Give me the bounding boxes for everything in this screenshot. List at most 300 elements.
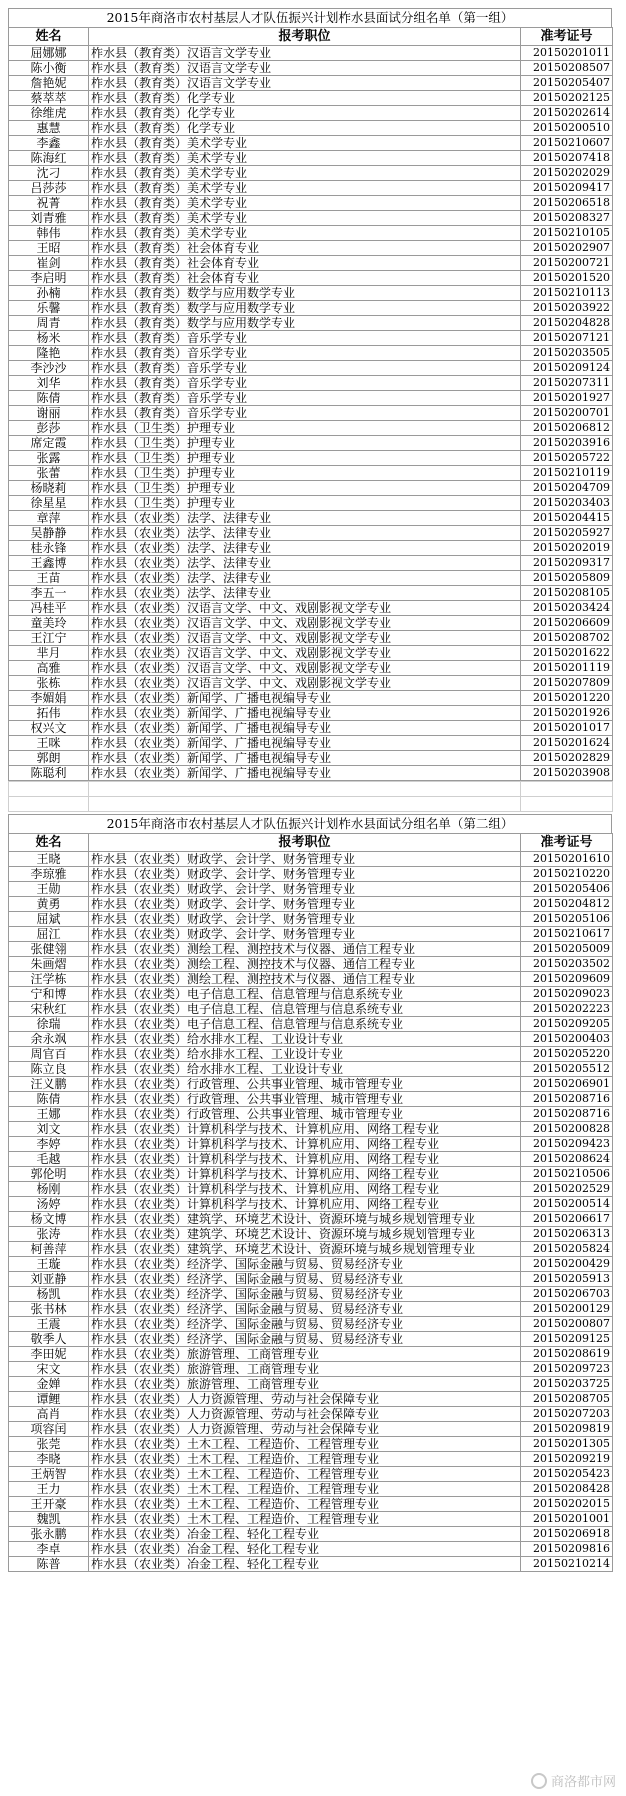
candidate-name: 徐瑞	[9, 1017, 89, 1032]
group2-rows	[9, 852, 613, 1572]
exam-number: 20150208428	[521, 1482, 613, 1497]
exam-number: 20150209723	[521, 1362, 613, 1377]
candidate-position: 柞水县（农业类）经济学、国际金融与贸易、贸易经济专业	[89, 1317, 521, 1332]
exam-number: 20150200807	[521, 1317, 613, 1332]
table-row	[9, 571, 613, 586]
exam-number: 20150200129	[521, 1302, 613, 1317]
candidate-position: 柞水县（农业类）汉语言文学、中文、戏剧影视文学专业	[89, 631, 521, 646]
exam-number: 20150209125	[521, 1332, 613, 1347]
exam-number: 20150207418	[521, 151, 613, 166]
group2-header-row	[9, 834, 613, 852]
candidate-name: 张永鹏	[9, 1527, 89, 1542]
name-header: 姓名	[9, 28, 89, 46]
table-row	[9, 1002, 613, 1017]
table-row	[9, 541, 613, 556]
candidate-position: 柞水县（教育类）数学与应用数学专业	[89, 316, 521, 331]
exam-number: 20150204709	[521, 481, 613, 496]
candidate-position: 柞水县（教育类）化学专业	[89, 91, 521, 106]
table-row	[9, 136, 613, 151]
candidate-position: 柞水县（农业类）计算机科学与技术、计算机应用、网络工程专业	[89, 1167, 521, 1182]
blank-row	[9, 782, 613, 797]
candidate-position: 柞水县（卫生类）护理专业	[89, 466, 521, 481]
exam-number: 20150202029	[521, 166, 613, 181]
table-row	[9, 1122, 613, 1137]
candidate-name: 王开豪	[9, 1497, 89, 1512]
exam-number: 20150202614	[521, 106, 613, 121]
table-row	[9, 1212, 613, 1227]
exam-number: 20150200429	[521, 1257, 613, 1272]
candidate-name: 宋秋红	[9, 1002, 89, 1017]
exam-number: 20150209816	[521, 1542, 613, 1557]
table-row	[9, 106, 613, 121]
candidate-position: 柞水县（农业类）人力资源管理、劳动与社会保障专业	[89, 1422, 521, 1437]
table-row	[9, 601, 613, 616]
exam-number: 20150202529	[521, 1182, 613, 1197]
candidate-name: 王震	[9, 1317, 89, 1332]
exam-number: 20150208619	[521, 1347, 613, 1362]
exam-number: 20150208716	[521, 1092, 613, 1107]
wechat-icon	[531, 1773, 547, 1789]
candidate-position: 柞水县（农业类）汉语言文学、中文、戏剧影视文学专业	[89, 601, 521, 616]
candidate-name: 陈立良	[9, 1062, 89, 1077]
table-row	[9, 897, 613, 912]
table-row	[9, 1452, 613, 1467]
position-header: 报考职位	[89, 834, 521, 852]
candidate-name: 陈倩	[9, 1092, 89, 1107]
candidate-name: 汪义鹏	[9, 1077, 89, 1092]
candidate-name: 李卓	[9, 1542, 89, 1557]
candidate-position: 柞水县（农业类）经济学、国际金融与贸易、贸易经济专业	[89, 1302, 521, 1317]
candidate-position: 柞水县（农业类）测绘工程、测控技术与仪器、通信工程专业	[89, 957, 521, 972]
candidate-name: 张涛	[9, 1227, 89, 1242]
exam-number: 20150201610	[521, 852, 613, 867]
table-row	[9, 466, 613, 481]
table-row	[9, 766, 613, 781]
table-row	[9, 1347, 613, 1362]
candidate-position: 柞水县（农业类）土木工程、工程造价、工程管理专业	[89, 1497, 521, 1512]
group2-title: 2015年商洛市农村基层人才队伍振兴计划柞水县面试分组名单（第二组）	[8, 814, 612, 833]
candidate-position: 柞水县（农业类）冶金工程、轻化工程专业	[89, 1527, 521, 1542]
exam-number: 20150206901	[521, 1077, 613, 1092]
candidate-name: 朱画熠	[9, 957, 89, 972]
table-row	[9, 1497, 613, 1512]
candidate-name: 魏凯	[9, 1512, 89, 1527]
table-row	[9, 316, 613, 331]
candidate-name: 吴静静	[9, 526, 89, 541]
exam-number: 20150203505	[521, 346, 613, 361]
candidate-position: 柞水县（农业类）电子信息工程、信息管理与信息系统专业	[89, 987, 521, 1002]
candidate-name: 杨米	[9, 331, 89, 346]
table-row	[9, 151, 613, 166]
candidate-position: 柞水县（农业类）新闻学、广播电视编导专业	[89, 706, 521, 721]
exam-number: 20150206609	[521, 616, 613, 631]
table-row	[9, 436, 613, 451]
table-row	[9, 1182, 613, 1197]
table-row	[9, 1407, 613, 1422]
candidate-position: 柞水县（教育类）音乐学专业	[89, 331, 521, 346]
table-row	[9, 1482, 613, 1497]
candidate-name: 敬季人	[9, 1332, 89, 1347]
exam-number: 20150204812	[521, 897, 613, 912]
candidate-position: 柞水县（教育类）音乐学专业	[89, 406, 521, 421]
exam-number: 20150203725	[521, 1377, 613, 1392]
candidate-name: 陈倩	[9, 391, 89, 406]
candidate-position: 柞水县（农业类）汉语言文学、中文、戏剧影视文学专业	[89, 616, 521, 631]
candidate-name: 权兴文	[9, 721, 89, 736]
table-row	[9, 942, 613, 957]
exam-number: 20150210617	[521, 927, 613, 942]
table-row	[9, 1377, 613, 1392]
candidate-name: 刘亚静	[9, 1272, 89, 1287]
candidate-name: 张健翎	[9, 942, 89, 957]
candidate-position: 柞水县（教育类）美术学专业	[89, 226, 521, 241]
exam-number: 20150202125	[521, 91, 613, 106]
table-row	[9, 751, 613, 766]
table-row	[9, 511, 613, 526]
exam-number: 20150205220	[521, 1047, 613, 1062]
candidate-position: 柞水县（农业类）土木工程、工程造价、工程管理专业	[89, 1452, 521, 1467]
group1-header-row	[9, 28, 613, 46]
exam-number: 20150203916	[521, 436, 613, 451]
table-row	[9, 361, 613, 376]
exam-number: 20150200403	[521, 1032, 613, 1047]
watermark	[531, 1771, 616, 1790]
candidate-position: 柞水县（农业类）给水排水工程、工业设计专业	[89, 1047, 521, 1062]
candidate-position: 柞水县（农业类）计算机科学与技术、计算机应用、网络工程专业	[89, 1122, 521, 1137]
group2-table	[8, 833, 613, 1572]
table-row	[9, 706, 613, 721]
table-row	[9, 1527, 613, 1542]
table-row	[9, 1557, 613, 1572]
candidate-position: 柞水县（农业类）汉语言文学、中文、戏剧影视文学专业	[89, 646, 521, 661]
exam-number: 20150202019	[521, 541, 613, 556]
candidate-name: 李晓	[9, 1452, 89, 1467]
candidate-position: 柞水县（教育类）美术学专业	[89, 181, 521, 196]
table-row	[9, 691, 613, 706]
candidate-position: 柞水县（卫生类）护理专业	[89, 436, 521, 451]
candidate-name: 乐馨	[9, 301, 89, 316]
exam-number: 20150210105	[521, 226, 613, 241]
table-row	[9, 1137, 613, 1152]
candidate-name: 王晓	[9, 852, 89, 867]
candidate-position: 柞水县（农业类）经济学、国际金融与贸易、贸易经济专业	[89, 1332, 521, 1347]
exam-number: 20150200701	[521, 406, 613, 421]
candidate-position: 柞水县（农业类）旅游管理、工商管理专业	[89, 1347, 521, 1362]
exam-number: 20150202015	[521, 1497, 613, 1512]
candidate-position: 柞水县（农业类）法学、法律专业	[89, 541, 521, 556]
candidate-name: 杨凯	[9, 1287, 89, 1302]
candidate-name: 王勋	[9, 882, 89, 897]
table-row	[9, 1257, 613, 1272]
exam-number: 20150205423	[521, 1467, 613, 1482]
exam-number: 20150209417	[521, 181, 613, 196]
table-row	[9, 631, 613, 646]
exam-number: 20150205722	[521, 451, 613, 466]
table-row	[9, 1437, 613, 1452]
table-row	[9, 1422, 613, 1437]
table-row	[9, 196, 613, 211]
table-row	[9, 1242, 613, 1257]
table-row	[9, 736, 613, 751]
table-row	[9, 1392, 613, 1407]
exam-number: 20150209423	[521, 1137, 613, 1152]
table-row	[9, 1287, 613, 1302]
candidate-name: 蔡萃萃	[9, 91, 89, 106]
exam-number: 20150200828	[521, 1122, 613, 1137]
candidate-name: 余永飒	[9, 1032, 89, 1047]
exam-number: 20150204828	[521, 316, 613, 331]
candidate-name: 童美玲	[9, 616, 89, 631]
candidate-name: 李琼雅	[9, 867, 89, 882]
table-row	[9, 121, 613, 136]
candidate-position: 柞水县（农业类）电子信息工程、信息管理与信息系统专业	[89, 1002, 521, 1017]
exam-number: 20150206313	[521, 1227, 613, 1242]
exam-number: 20150203502	[521, 957, 613, 972]
candidate-name: 孙楠	[9, 286, 89, 301]
exam-number: 20150210113	[521, 286, 613, 301]
table-row	[9, 451, 613, 466]
exam-number: 20150201624	[521, 736, 613, 751]
table-row	[9, 882, 613, 897]
candidate-name: 李五一	[9, 586, 89, 601]
candidate-name: 王娜	[9, 1107, 89, 1122]
exam-number: 20150205406	[521, 882, 613, 897]
candidate-position: 柞水县（农业类）计算机科学与技术、计算机应用、网络工程专业	[89, 1197, 521, 1212]
table-row	[9, 661, 613, 676]
candidate-name: 李启明	[9, 271, 89, 286]
candidate-position: 柞水县（卫生类）护理专业	[89, 421, 521, 436]
candidate-position: 柞水县（农业类）旅游管理、工商管理专业	[89, 1362, 521, 1377]
exam-number: 20150207203	[521, 1407, 613, 1422]
table-row	[9, 391, 613, 406]
exam-number: 20150209219	[521, 1452, 613, 1467]
candidate-name: 张蕾	[9, 466, 89, 481]
candidate-position: 柞水县（农业类）土木工程、工程造价、工程管理专业	[89, 1437, 521, 1452]
candidate-name: 王昭	[9, 241, 89, 256]
exam-number: 20150206617	[521, 1212, 613, 1227]
candidate-name: 韩伟	[9, 226, 89, 241]
candidate-name: 杨刚	[9, 1182, 89, 1197]
candidate-position: 柞水县（农业类）计算机科学与技术、计算机应用、网络工程专业	[89, 1152, 521, 1167]
exam-number: 20150206518	[521, 196, 613, 211]
exam-number: 20150205512	[521, 1062, 613, 1077]
candidate-position: 柞水县（教育类）美术学专业	[89, 196, 521, 211]
candidate-position: 柞水县（农业类）汉语言文学、中文、戏剧影视文学专业	[89, 661, 521, 676]
exam-number: 20150201017	[521, 721, 613, 736]
candidate-name: 谢丽	[9, 406, 89, 421]
candidate-position: 柞水县（农业类）给水排水工程、工业设计专业	[89, 1062, 521, 1077]
candidate-name: 冯桂平	[9, 601, 89, 616]
candidate-position: 柞水县（教育类）音乐学专业	[89, 376, 521, 391]
candidate-name: 李沙沙	[9, 361, 89, 376]
exam-number: 20150203403	[521, 496, 613, 511]
candidate-name: 高肖	[9, 1407, 89, 1422]
candidate-name: 汪学栋	[9, 972, 89, 987]
candidate-position: 柞水县（农业类）计算机科学与技术、计算机应用、网络工程专业	[89, 1182, 521, 1197]
name-header: 姓名	[9, 834, 89, 852]
candidate-position: 柞水县（农业类）汉语言文学、中文、戏剧影视文学专业	[89, 676, 521, 691]
table-row	[9, 406, 613, 421]
table-row	[9, 957, 613, 972]
exam-number: 20150206812	[521, 421, 613, 436]
candidate-name: 刘青雅	[9, 211, 89, 226]
candidate-name: 周官百	[9, 1047, 89, 1062]
exam-number: 20150202907	[521, 241, 613, 256]
candidate-name: 谭鲤	[9, 1392, 89, 1407]
candidate-position: 柞水县（农业类）建筑学、环境艺术设计、资源环境与城乡规划管理专业	[89, 1227, 521, 1242]
exam-number: 20150206918	[521, 1527, 613, 1542]
candidate-name: 郭朗	[9, 751, 89, 766]
candidate-position: 柞水县（农业类）建筑学、环境艺术设计、资源环境与城乡规划管理专业	[89, 1242, 521, 1257]
candidate-name: 黄勇	[9, 897, 89, 912]
candidate-name: 张书林	[9, 1302, 89, 1317]
candidate-name: 陈海红	[9, 151, 89, 166]
exam-number: 20150204415	[521, 511, 613, 526]
candidate-name: 屈娜娜	[9, 46, 89, 61]
candidate-name: 王江宁	[9, 631, 89, 646]
candidate-name: 吕莎莎	[9, 181, 89, 196]
table-row	[9, 1167, 613, 1182]
table-row	[9, 721, 613, 736]
exam-number: 20150208702	[521, 631, 613, 646]
exam-number: 20150201011	[521, 46, 613, 61]
candidate-position: 柞水县（教育类）汉语言文学专业	[89, 46, 521, 61]
candidate-position: 柞水县（农业类）行政管理、公共事业管理、城市管理专业	[89, 1107, 521, 1122]
candidate-position: 柞水县（教育类）社会体育专业	[89, 241, 521, 256]
exam-number: 20150210119	[521, 466, 613, 481]
candidate-position: 柞水县（农业类）土木工程、工程造价、工程管理专业	[89, 1512, 521, 1527]
table-row	[9, 286, 613, 301]
exam-number: 20150205809	[521, 571, 613, 586]
exam-number: 20150209124	[521, 361, 613, 376]
candidate-name: 李婷	[9, 1137, 89, 1152]
candidate-position: 柞水县（农业类）行政管理、公共事业管理、城市管理专业	[89, 1077, 521, 1092]
candidate-position: 柞水县（农业类）测绘工程、测控技术与仪器、通信工程专业	[89, 942, 521, 957]
exam-number: 20150209317	[521, 556, 613, 571]
table-row	[9, 181, 613, 196]
exam-number: 20150201520	[521, 271, 613, 286]
candidate-position: 柞水县（卫生类）护理专业	[89, 451, 521, 466]
table-row	[9, 1107, 613, 1122]
exam-number: 20150207311	[521, 376, 613, 391]
exam-number: 20150208716	[521, 1107, 613, 1122]
table-row	[9, 211, 613, 226]
candidate-name: 屈江	[9, 927, 89, 942]
candidate-name: 惠慧	[9, 121, 89, 136]
table-row	[9, 1197, 613, 1212]
exam-number: 20150210220	[521, 867, 613, 882]
exam-number: 20150205913	[521, 1272, 613, 1287]
table-row	[9, 616, 613, 631]
number-header: 准考证号	[521, 28, 613, 46]
table-row	[9, 496, 613, 511]
table-row	[9, 852, 613, 867]
candidate-name: 章萍	[9, 511, 89, 526]
exam-number: 20150208705	[521, 1392, 613, 1407]
exam-number: 20150205106	[521, 912, 613, 927]
exam-number: 20150210506	[521, 1167, 613, 1182]
table-row	[9, 226, 613, 241]
table-row	[9, 421, 613, 436]
position-header: 报考职位	[89, 28, 521, 46]
group1-rows	[9, 46, 613, 781]
candidate-position: 柞水县（教育类）社会体育专业	[89, 271, 521, 286]
candidate-name: 宁和博	[9, 987, 89, 1002]
candidate-name: 李田妮	[9, 1347, 89, 1362]
blank-row	[9, 797, 613, 812]
candidate-position: 柞水县（农业类）土木工程、工程造价、工程管理专业	[89, 1482, 521, 1497]
table-row	[9, 91, 613, 106]
table-row	[9, 481, 613, 496]
table-row	[9, 586, 613, 601]
table-row	[9, 1272, 613, 1287]
candidate-name: 王璇	[9, 1257, 89, 1272]
candidate-position: 柞水县（农业类）财政学、会计学、财务管理专业	[89, 867, 521, 882]
candidate-name: 张露	[9, 451, 89, 466]
candidate-position: 柞水县（农业类）给水排水工程、工业设计专业	[89, 1032, 521, 1047]
candidate-position: 柞水县（农业类）电子信息工程、信息管理与信息系统专业	[89, 1017, 521, 1032]
candidate-name: 周青	[9, 316, 89, 331]
candidate-name: 王咪	[9, 736, 89, 751]
table-row	[9, 256, 613, 271]
exam-number: 20150201119	[521, 661, 613, 676]
candidate-name: 项容闰	[9, 1422, 89, 1437]
table-row	[9, 346, 613, 361]
candidate-name: 陈普	[9, 1557, 89, 1572]
candidate-position: 柞水县（教育类）化学专业	[89, 121, 521, 136]
candidate-name: 柯善萍	[9, 1242, 89, 1257]
exam-number: 20150209205	[521, 1017, 613, 1032]
candidate-name: 屈斌	[9, 912, 89, 927]
candidate-position: 柞水县（教育类）美术学专业	[89, 151, 521, 166]
table-row	[9, 987, 613, 1002]
table-row	[9, 1332, 613, 1347]
candidate-position: 柞水县（农业类）冶金工程、轻化工程专业	[89, 1557, 521, 1572]
candidate-position: 柞水县（农业类）人力资源管理、劳动与社会保障专业	[89, 1407, 521, 1422]
candidate-name: 祝菁	[9, 196, 89, 211]
exam-number: 20150203424	[521, 601, 613, 616]
candidate-name: 王苗	[9, 571, 89, 586]
candidate-position: 柞水县（农业类）新闻学、广播电视编导专业	[89, 751, 521, 766]
table-row	[9, 1092, 613, 1107]
exam-number: 20150209819	[521, 1422, 613, 1437]
candidate-name: 张莞	[9, 1437, 89, 1452]
table-row	[9, 376, 613, 391]
candidate-position: 柞水县（农业类）新闻学、广播电视编导专业	[89, 721, 521, 736]
exam-number: 20150205927	[521, 526, 613, 541]
table-row	[9, 46, 613, 61]
exam-number: 20150208327	[521, 211, 613, 226]
candidate-position: 柞水县（教育类）音乐学专业	[89, 391, 521, 406]
candidate-position: 柞水县（农业类）人力资源管理、劳动与社会保障专业	[89, 1392, 521, 1407]
exam-number: 20150209023	[521, 987, 613, 1002]
candidate-position: 柞水县（教育类）汉语言文学专业	[89, 76, 521, 91]
exam-number: 20150201220	[521, 691, 613, 706]
candidate-name: 刘文	[9, 1122, 89, 1137]
candidate-name: 郭伦明	[9, 1167, 89, 1182]
candidate-position: 柞水县（农业类）法学、法律专业	[89, 511, 521, 526]
candidate-position: 柞水县（农业类）新闻学、广播电视编导专业	[89, 691, 521, 706]
candidate-position: 柞水县（农业类）法学、法律专业	[89, 556, 521, 571]
candidate-position: 柞水县（教育类）美术学专业	[89, 136, 521, 151]
exam-number: 20150203922	[521, 301, 613, 316]
watermark-text: 商洛都市网	[550, 1775, 616, 1790]
table-row	[9, 1227, 613, 1242]
candidate-position: 柞水县（卫生类）护理专业	[89, 481, 521, 496]
candidate-position: 柞水县（农业类）土木工程、工程造价、工程管理专业	[89, 1467, 521, 1482]
candidate-position: 柞水县（农业类）经济学、国际金融与贸易、贸易经济专业	[89, 1272, 521, 1287]
candidate-name: 王力	[9, 1482, 89, 1497]
